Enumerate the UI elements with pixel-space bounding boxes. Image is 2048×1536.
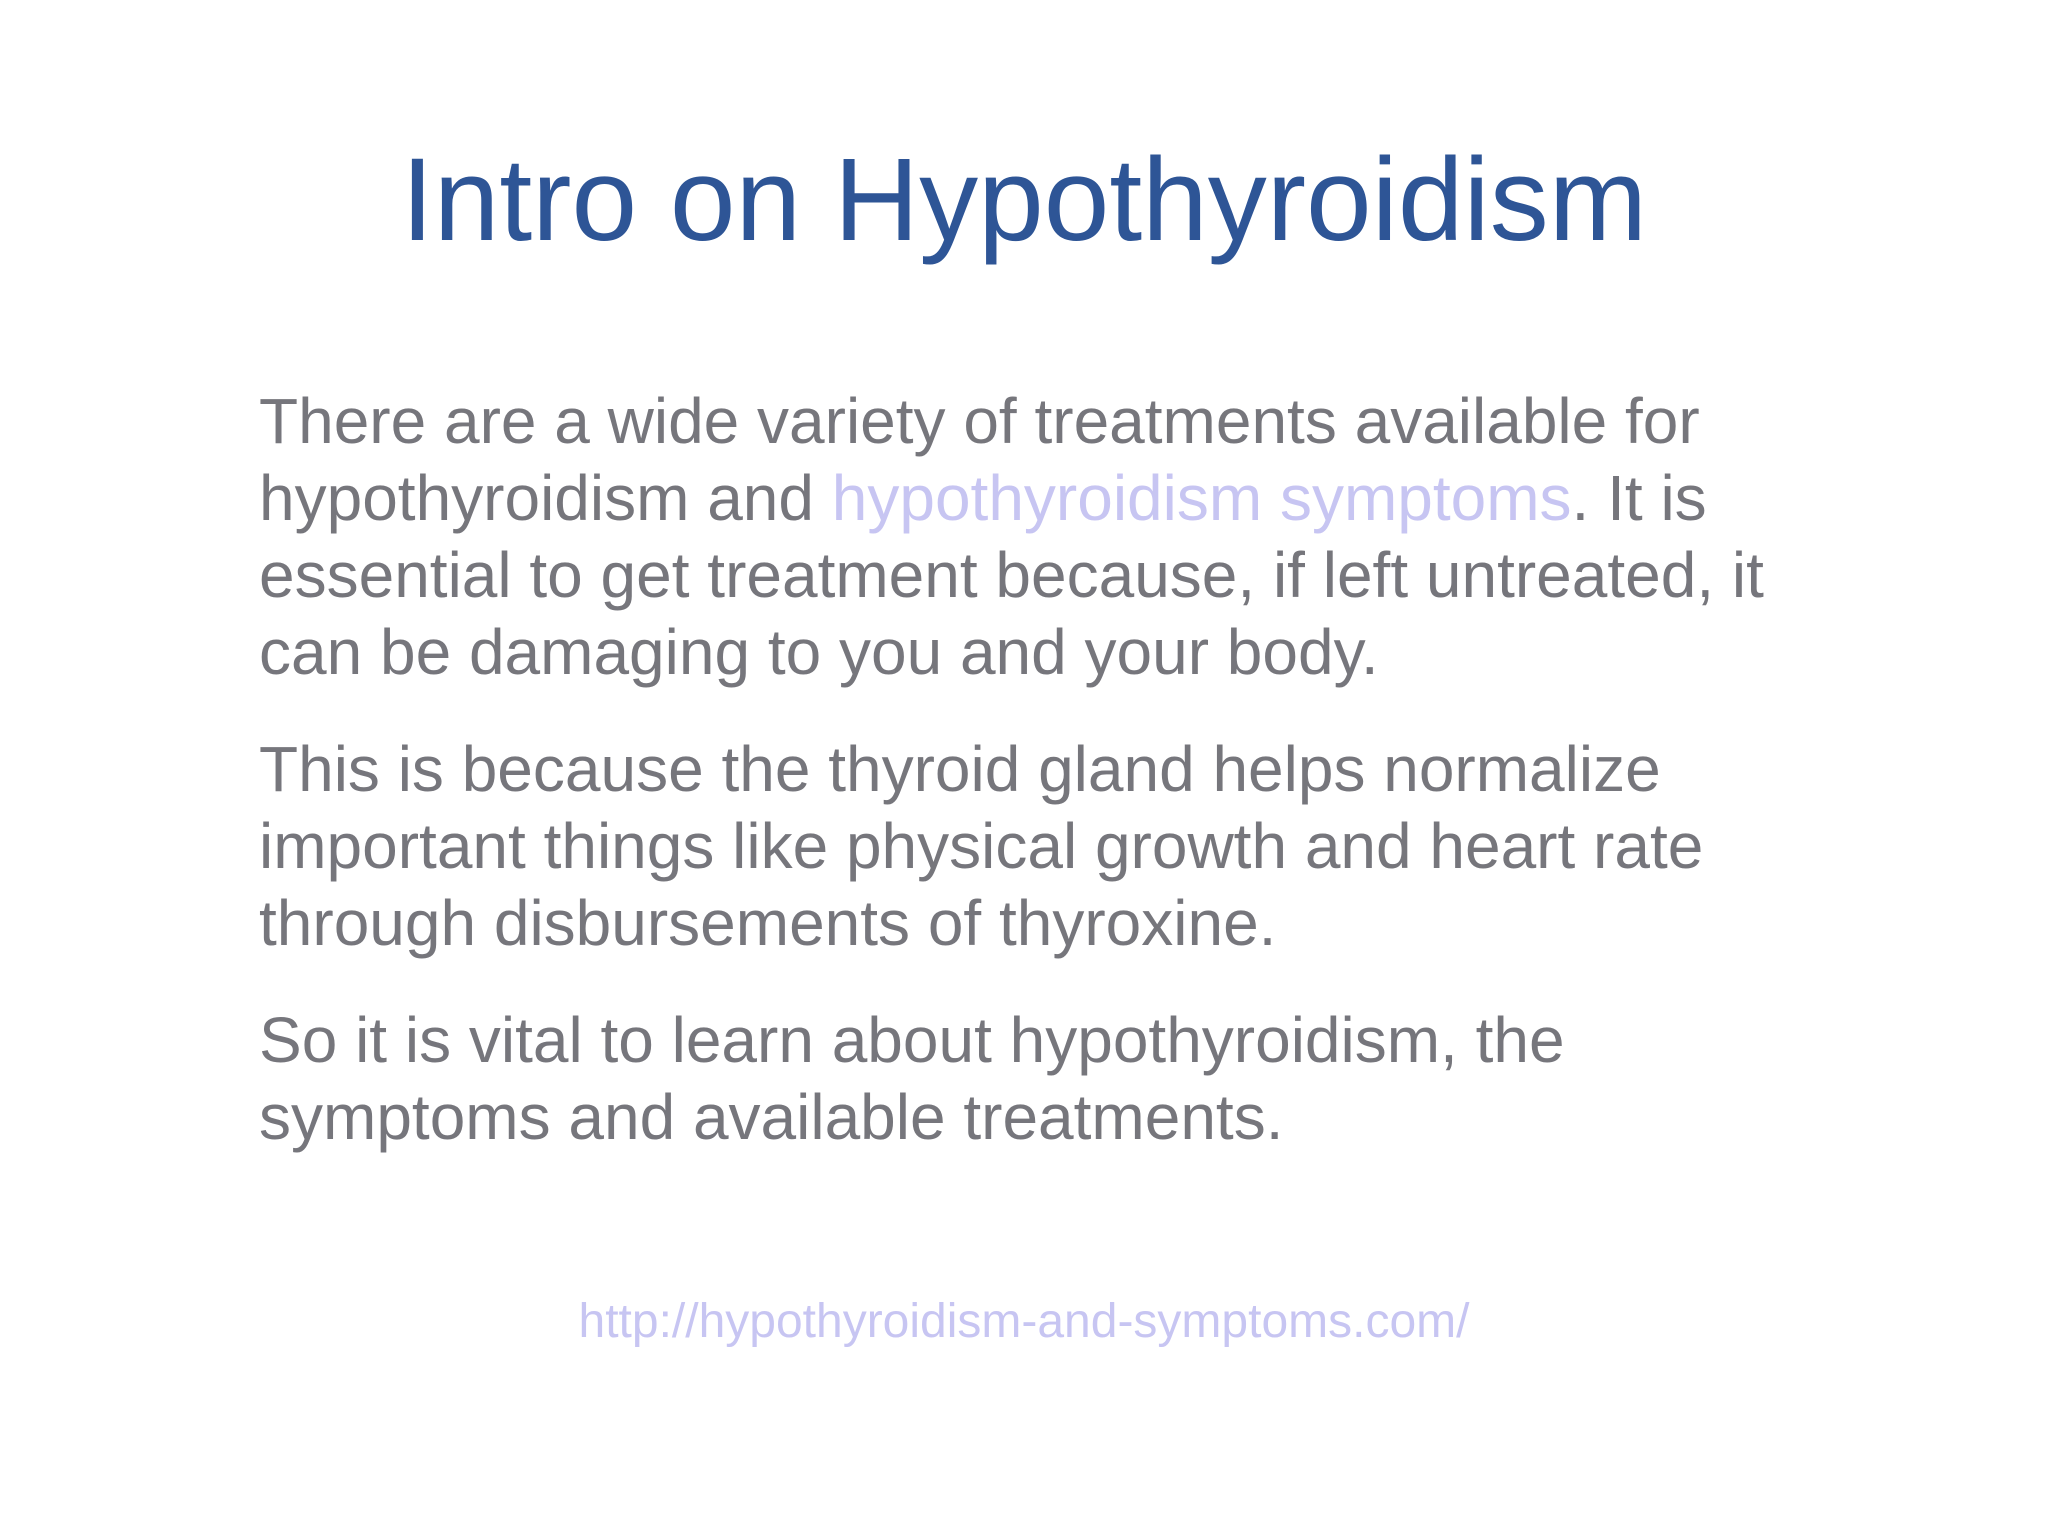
- paragraph-3: So it is vital to learn about hypothyroidism, the symptoms and available treatments.: [259, 1004, 1565, 1153]
- footer-url-link[interactable]: http://hypothyroidism-and-symptoms.com/: [578, 1295, 1470, 1348]
- paragraph-1-text-before: There are a wide variety of treatments available for hypothyroidism and: [259, 385, 1700, 534]
- paragraph-2: This is because the thyroid gland helps normalize important things like physical growth and heart rate through disbursements of thyroxine.: [259, 733, 1704, 959]
- slide-body: [259, 383, 1859, 1196]
- hypothyroidism-symptoms-link[interactable]: hypothyroidism symptoms: [831, 462, 1572, 534]
- paragraph-1-text-after: . It is essential to get treatment because, if left untreated, it can be damaging to you and your body.: [259, 462, 1764, 688]
- paragraph-1: [259, 383, 1859, 691]
- slide-title: Intro on Hypothyroidism: [400, 134, 1648, 266]
